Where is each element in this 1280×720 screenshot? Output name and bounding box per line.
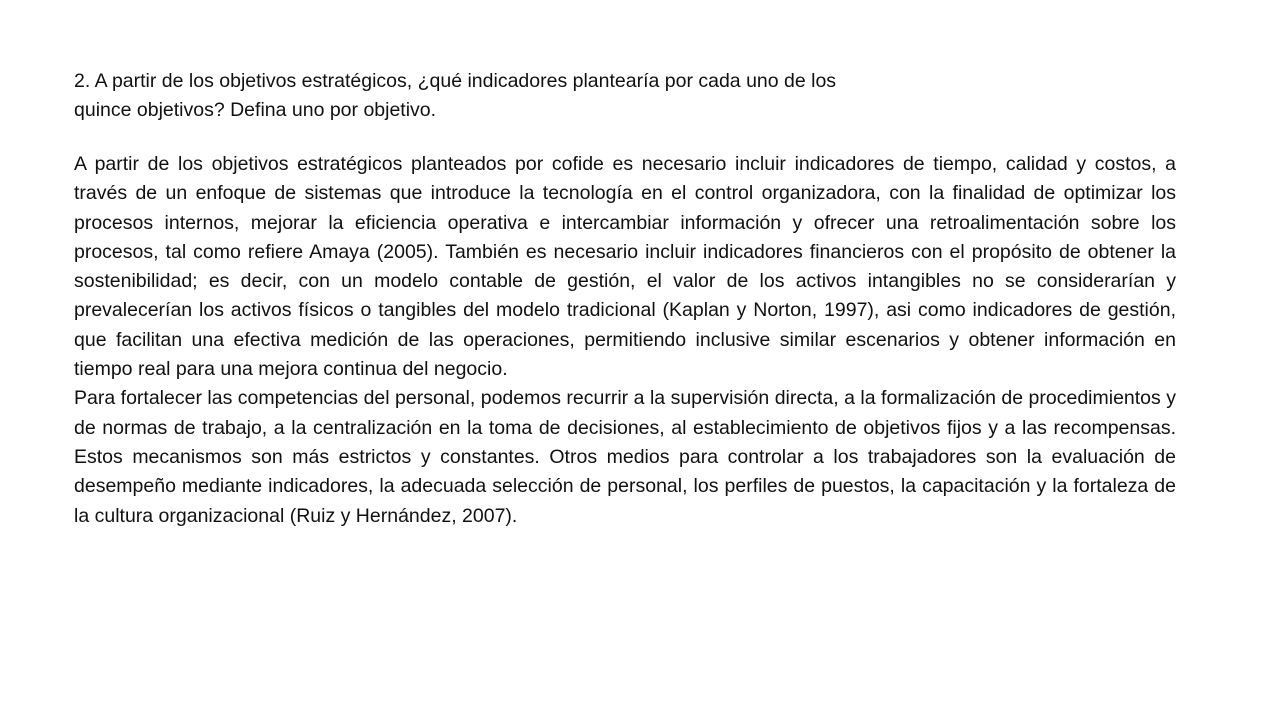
answer-paragraph-1: A partir de los objetivos estratégicos planteados por cofide es necesario incluir indicadores de tiempo, calidad y costos, a través de un enfoque de sistemas que introduce la tecnología en el control organizadora, con la finalidad de optimizar los procesos internos, mejorar la eficiencia operativa e intercambiar información y ofrecer una retroalimentación sobre los procesos, tal como refiere Amaya (2005). También es necesario incluir indicadores financieros con el propósito de obtener la sostenibilidad; es decir, con un modelo contable de gestión, el valor de los activos intangibles no se considerarían y prevalecerían los activos físicos o tangibles del modelo tradicional (Kaplan y Norton, 1997), asi como indicadores de gestión, que facilitan una efectiva medición de las operaciones, permitiendo inclusive similar escenarios y obtener información en tiempo real para una mejora continua del negocio. xyxy=(74,153,1176,381)
answer-block xyxy=(74,150,1176,531)
question-line-1: 2. A partir de los objetivos estratégicos, ¿qué indicadores plantearía por cada uno de los xyxy=(74,70,837,92)
question-heading xyxy=(74,67,1034,125)
question-line-2: quince objetivos? Defina uno por objetivo. xyxy=(74,99,437,121)
answer-paragraph-2: Para fortalecer las competencias del personal, podemos recurrir a la supervisión directa, a la formalización de procedimientos y de normas de trabajo, a la centralización en la toma de decisiones, al establecimiento de objetivos fijos y a las recompensas. Estos mecanismos son más estrictos y constantes. Otros medios para controlar a los trabajadores son la evaluación de desempeño mediante indicadores, la adecuada selección de personal, los perfiles de puestos, la capacitación y la fortaleza de la cultura organizacional (Ruiz y Hernández, 2007). xyxy=(74,387,1176,527)
